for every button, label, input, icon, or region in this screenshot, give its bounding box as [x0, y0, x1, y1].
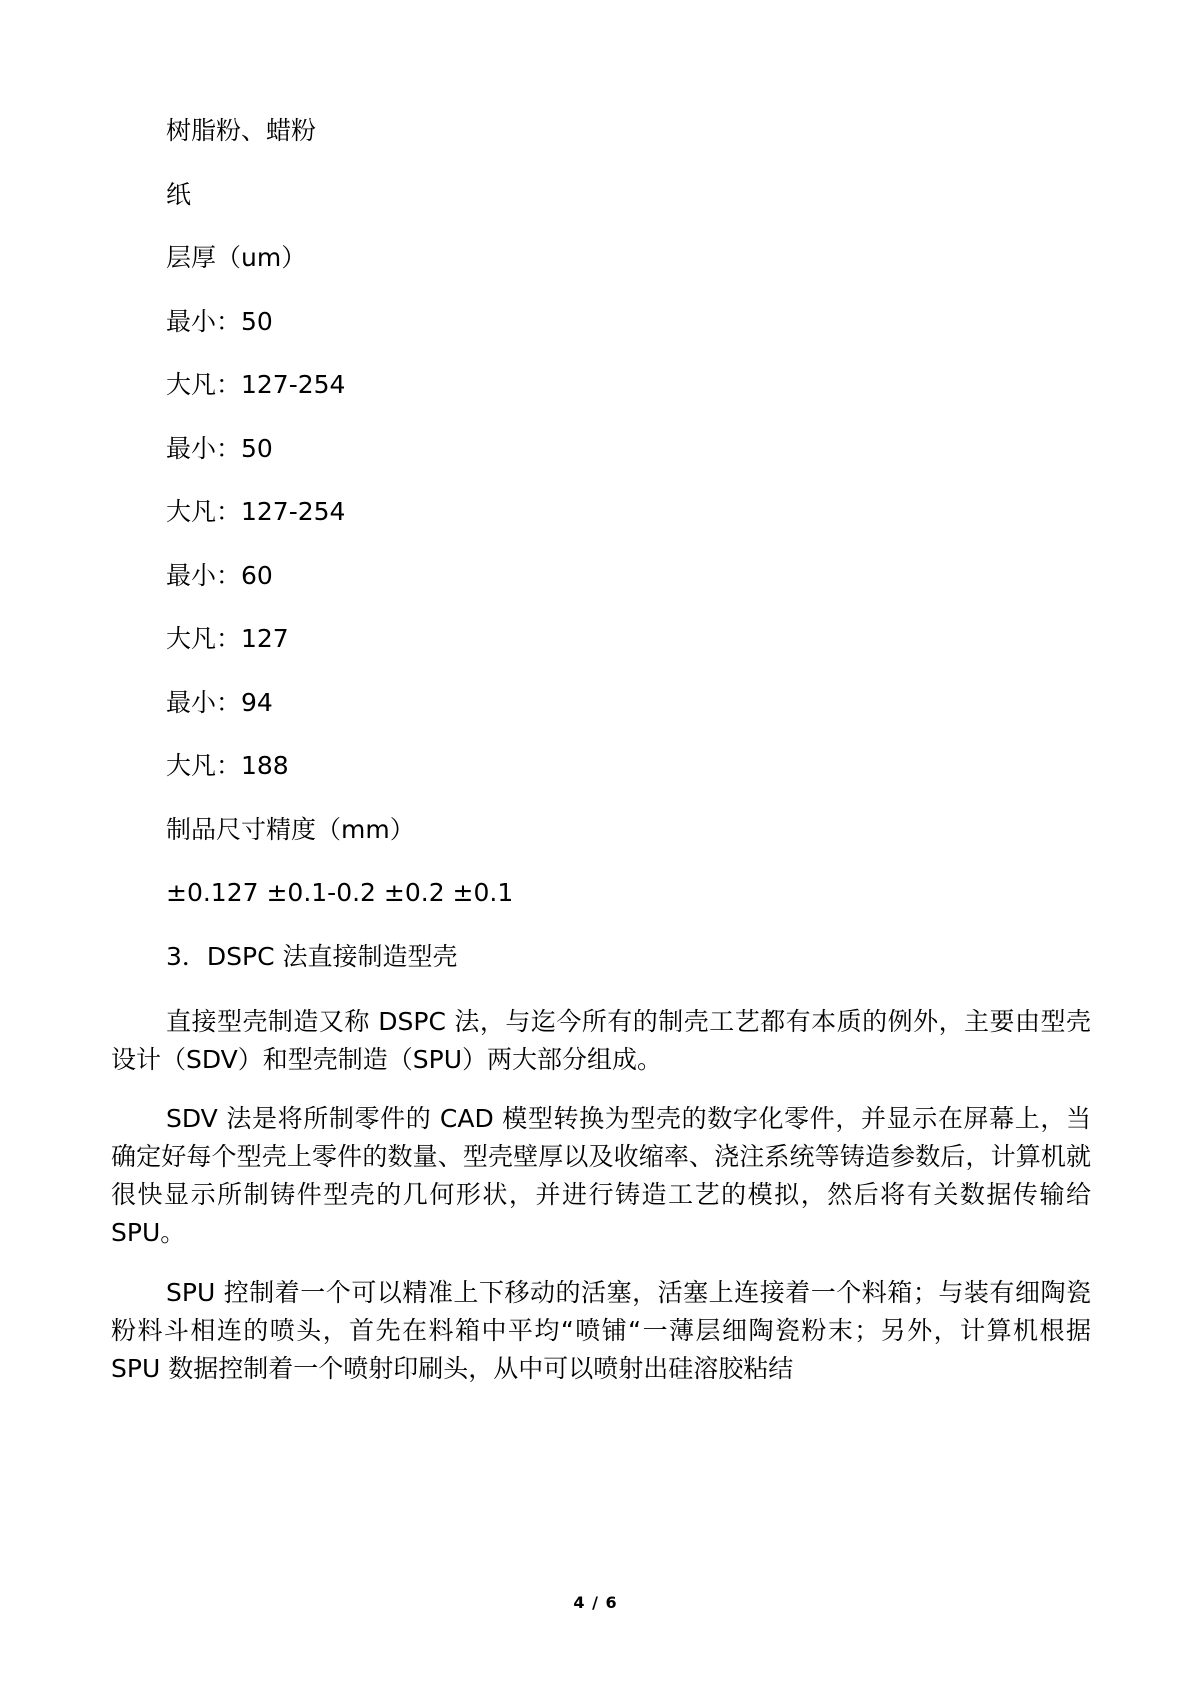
text-line: 最小：60 [166, 561, 273, 590]
text-line: 大凡：127-254 [166, 497, 346, 526]
text-line: 最小：94 [166, 688, 273, 717]
text-line: 制品尺寸精度（mm） [166, 815, 415, 844]
text-line: 大凡：127 [166, 624, 289, 653]
text-line: ±0.127 ±0.1-0.2 ±0.2 ±0.1 [166, 878, 514, 907]
text-line: 大凡：127-254 [166, 370, 346, 399]
paragraph: SPU 控制着一个可以精准上下移动的活塞，活塞上连接着一个料箱；与装有细陶瓷粉料斗相连的喷头，首先在料箱中平均“喷铺“一薄层细陶瓷粉末；另外，计算机根据 SPU 数据控制着一个喷射印刷头，从中可以喷射出硅溶胶粘结 [111, 1278, 1091, 1383]
page-number: 4 / 6 [573, 1593, 618, 1612]
text-line: 最小：50 [166, 434, 273, 463]
paragraph: SDV 法是将所制零件的 CAD 模型转换为型壳的数字化零件，并显示在屏幕上，当确定好每个型壳上零件的数量、型壳壁厚以及收缩率、浇注系统等铸造参数后，计算机就很快显示所制铸件型壳的几何形状，并进行铸造工艺的模拟，然后将有关数据传输给 SPU。 [111, 1104, 1091, 1247]
paragraph: 直接型壳制造又称 DSPC 法，与迄今所有的制壳工艺都有本质的例外，主要由型壳设计（SDV）和型壳制造（SPU）两大部分组成。 [111, 1007, 1091, 1074]
text-line: 纸 [166, 180, 192, 209]
text-line: 树脂粉、蜡粉 [166, 116, 317, 145]
text-line: 大凡：188 [166, 751, 289, 780]
text-line: 层厚（um） [166, 243, 307, 272]
section-heading: 3．DSPC 法直接制造型壳 [166, 942, 458, 971]
text-line: 最小：50 [166, 307, 273, 336]
